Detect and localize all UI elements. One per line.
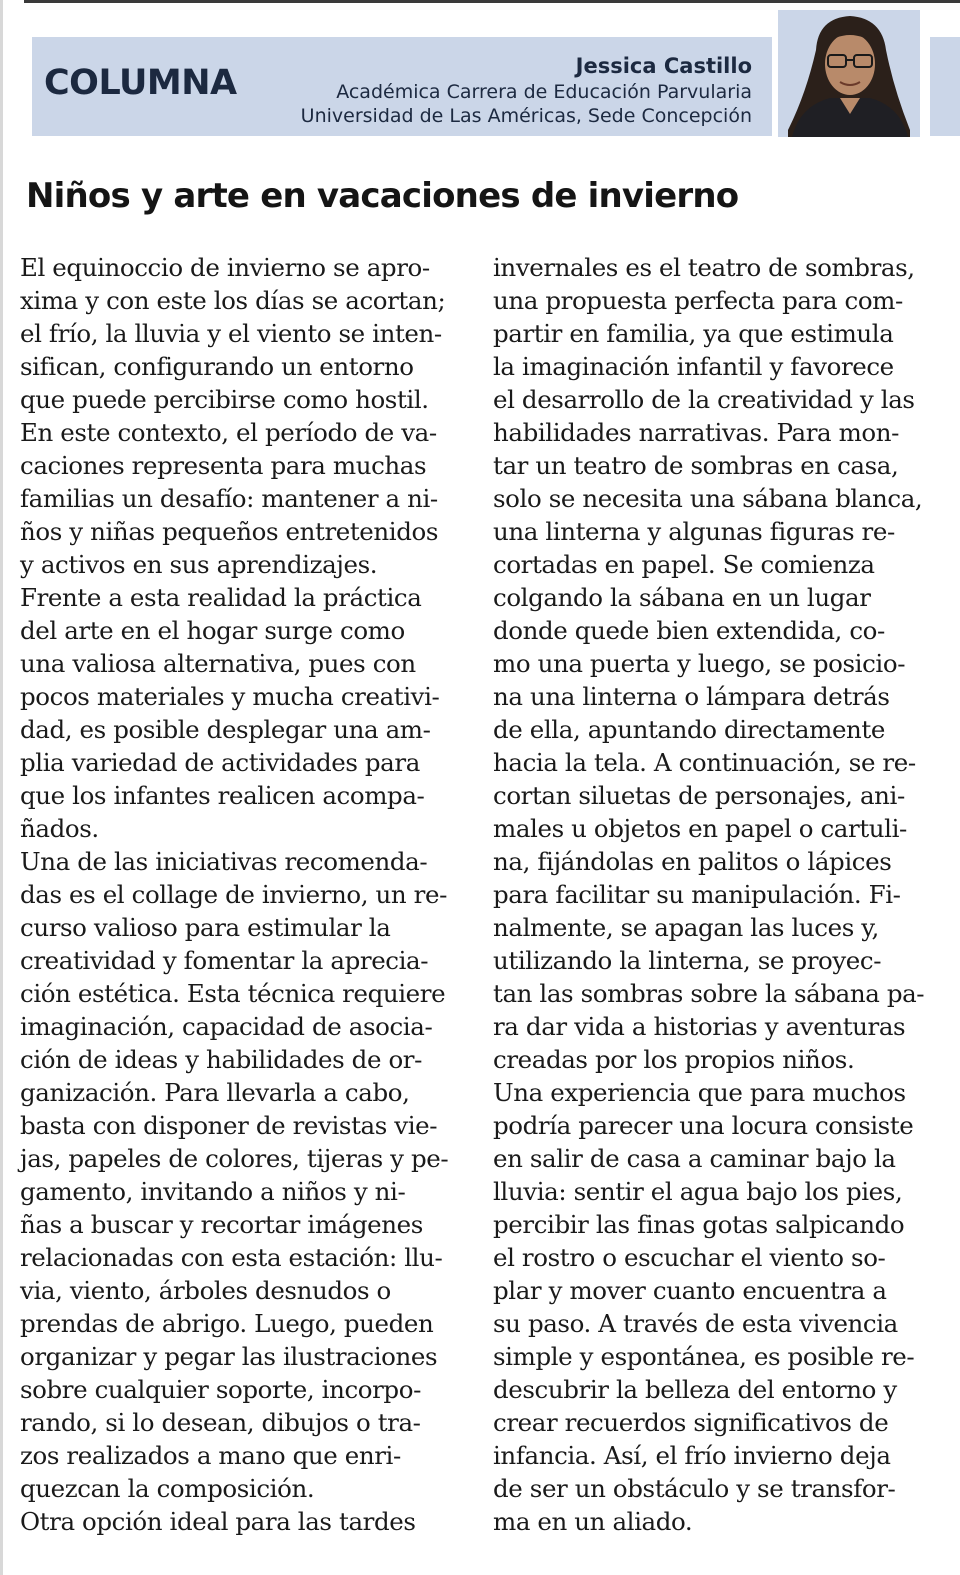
article-text-line: en salir de casa a caminar bajo la (493, 1144, 896, 1173)
article-text-line: organizar y pegar las ilustraciones (20, 1342, 438, 1371)
article-text-line: xima y con este los días se acortan; (20, 286, 446, 315)
article-text-line: colgando la sábana en un lugar (493, 583, 871, 612)
adjacent-column-strip (930, 37, 960, 136)
article-text-line: quezcan la composición. (20, 1474, 315, 1503)
article-column-left (20, 251, 462, 1538)
article-text-line: plar y mover cuanto encuentra a (493, 1276, 887, 1305)
article-text-line: crear recuerdos significativos de (493, 1408, 889, 1437)
article-text-line: tan las sombras sobre la sábana pa- (493, 979, 925, 1008)
article-title: Niños y arte en vacaciones de invierno (26, 176, 739, 216)
section-label: COLUMNA (44, 63, 237, 103)
top-rule (24, 0, 960, 3)
article-text-line: ra dar vida a historias y aventuras (493, 1012, 906, 1041)
article-text-line: ción de ideas y habilidades de or- (20, 1045, 422, 1074)
article-text-line: dad, es posible desplegar una am- (20, 715, 431, 744)
page-left-edge (0, 0, 3, 1575)
article-text-line: nalmente, se apagan las luces y, (493, 913, 879, 942)
article-text-line: descubrir la belleza del entorno y (493, 1375, 897, 1404)
article-text-line: infancia. Así, el frío invierno deja (493, 1441, 891, 1470)
article-text-line: podría parecer una locura consiste (493, 1111, 914, 1140)
article-text-line: creatividad y fomentar la aprecia- (20, 946, 429, 975)
article-text-line: una valiosa alternativa, pues con (20, 649, 416, 678)
article-text-line: zos realizados a mano que enri- (20, 1441, 401, 1470)
article-text-line: rando, si lo desean, dibujos o tra- (20, 1408, 421, 1437)
article-text-line: y activos en sus aprendizajes. (20, 550, 378, 579)
article-text-line: hacia la tela. A continuación, se re- (493, 748, 916, 777)
article-text-line: de ella, apuntando directamente (493, 715, 885, 744)
article-text-line: males u objetos en papel o cartuli- (493, 814, 907, 843)
article-text-line: el rostro o escuchar el viento so- (493, 1243, 886, 1272)
article-text-line: tar un teatro de sombras en casa, (493, 451, 899, 480)
article-text-line: su paso. A través de esta vivencia (493, 1309, 898, 1338)
author-block (301, 53, 752, 128)
article-text-line: Una de las iniciativas recomenda- (20, 847, 428, 876)
article-text-line: el desarrollo de la creatividad y las (493, 385, 915, 414)
article-text-line: Una experiencia que para muchos (493, 1078, 906, 1107)
article-text-line: simple y espontánea, es posible re- (493, 1342, 915, 1371)
article-text-line: El equinoccio de invierno se apro- (20, 253, 430, 282)
article-text-line: el frío, la lluvia y el viento se inten- (20, 319, 442, 348)
article-text-line: Frente a esta realidad la práctica (20, 583, 422, 612)
article-text-line: partir en familia, ya que estimula (493, 319, 894, 348)
article-text-line: cortan siluetas de personajes, ani- (493, 781, 905, 810)
article-text-line: basta con disponer de revistas vie- (20, 1111, 438, 1140)
article-text-line: la imaginación infantil y favorece (493, 352, 894, 381)
article-text-line: habilidades narrativas. Para mon- (493, 418, 900, 447)
article-text-line: invernales es el teatro de sombras, (493, 253, 915, 282)
article-text-line: lluvia: sentir el agua bajo los pies, (493, 1177, 903, 1206)
article-text-line: que los infantes realicen acompa- (20, 781, 425, 810)
article-text-line: ños y niñas pequeños entretenidos (20, 517, 439, 546)
article-text-line: del arte en el hogar surge como (20, 616, 405, 645)
article-text-line: na una linterna o lámpara detrás (493, 682, 890, 711)
article-text-line: imaginación, capacidad de asocia- (20, 1012, 433, 1041)
article-text-line: percibir las finas gotas salpicando (493, 1210, 905, 1239)
article-text-line: ción estética. Esta técnica requiere (20, 979, 446, 1008)
author-affiliation: Universidad de Las Américas, Sede Concepción (300, 105, 752, 127)
article-text-line: prendas de abrigo. Luego, pueden (20, 1309, 434, 1338)
article-text-line: pocos materiales y mucha creativi- (20, 682, 440, 711)
article-text-line: curso valioso para estimular la (20, 913, 391, 942)
article-text-line: ma en un aliado. (493, 1507, 693, 1536)
article-text-line: para facilitar su manipulación. Fi- (493, 880, 901, 909)
article-text-line: que puede percibirse como hostil. (20, 385, 429, 414)
article-text-line: ñas a buscar y recortar imágenes (20, 1210, 423, 1239)
article-text-line: familias un desafío: mantener a ni- (20, 484, 438, 513)
article-text-line: creadas por los propios niños. (493, 1045, 855, 1074)
article-text-line: na, fijándolas en palitos o lápices (493, 847, 892, 876)
article-text-line: das es el collage de invierno, un re- (20, 880, 447, 909)
article-text-line: En este contexto, el período de va- (20, 418, 437, 447)
article-text-line: jas, papeles de colores, tijeras y pe- (20, 1144, 449, 1173)
article-text-line: relacionadas con esta estación: llu- (20, 1243, 443, 1272)
article-text-line: cortadas en papel. Se comienza (493, 550, 875, 579)
article-text-line: ganización. Para llevarla a cabo, (20, 1078, 410, 1107)
article-text-line: plia variedad de actividades para (20, 748, 420, 777)
article-text-line: sifican, configurando un entorno (20, 352, 414, 381)
author-photo (778, 10, 920, 137)
article-text-line: mo una puerta y luego, se posicio- (493, 649, 906, 678)
article-text-line: sobre cualquier soporte, incorpo- (20, 1375, 421, 1404)
article-text-line: utilizando la linterna, se proyec- (493, 946, 882, 975)
article-text-line: donde quede bien extendida, co- (493, 616, 885, 645)
article-text-line: gamento, invitando a niños y ni- (20, 1177, 406, 1206)
article-text-line: via, viento, árboles desnudos o (20, 1276, 391, 1305)
article-column-right (493, 251, 933, 1538)
article-text-line: caciones representa para muchas (20, 451, 427, 480)
article-text-line: una linterna y algunas figuras re- (493, 517, 895, 546)
article-text-line: Otra opción ideal para las tardes (20, 1507, 416, 1536)
article-text-line: una propuesta perfecta para com- (493, 286, 903, 315)
article-text-line: solo se necesita una sábana blanca, (493, 484, 923, 513)
author-role: Académica Carrera de Educación Parvularia (336, 81, 752, 103)
article-text-line: de ser un obstáculo y se transfor- (493, 1474, 896, 1503)
article-text-line: ñados. (20, 814, 99, 843)
author-name: Jessica Castillo (575, 54, 752, 78)
